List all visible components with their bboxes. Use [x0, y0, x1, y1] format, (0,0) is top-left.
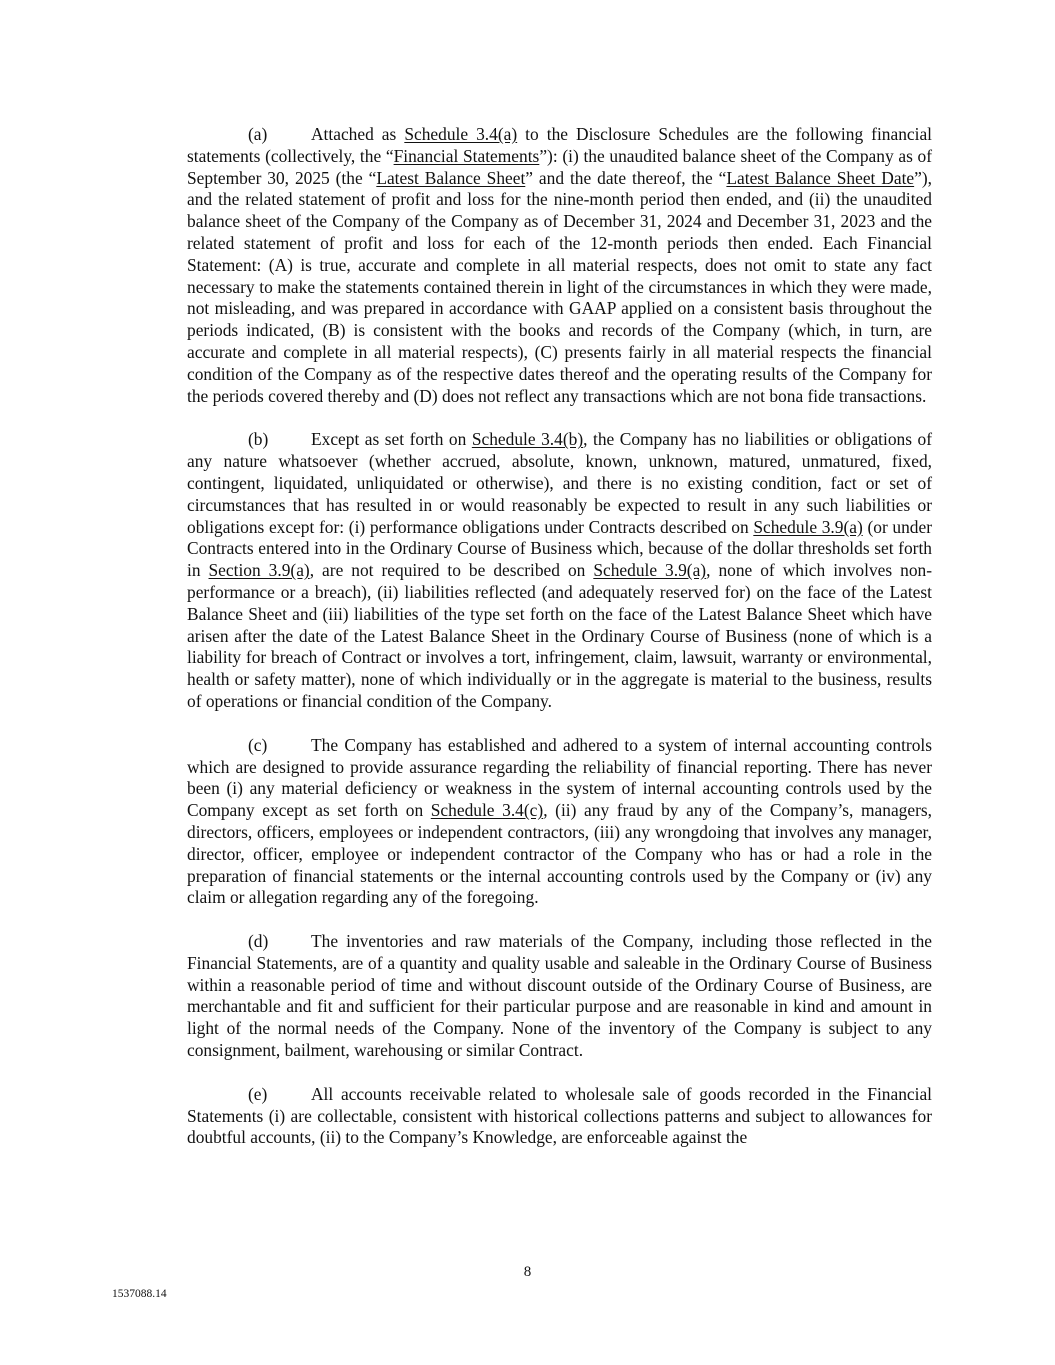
text-segment: Except as set forth on — [311, 429, 472, 450]
schedule-reference: Schedule 3.4(b) — [471, 429, 584, 450]
defined-term: Financial Statements — [393, 145, 540, 166]
paragraph-label: (d) — [248, 931, 269, 952]
text-segment: (or under Contracts entered into in the Ordinary Course of Business which, because of the dollar thresholds set forth in — [187, 516, 932, 581]
defined-term: Latest Balance Sheet — [376, 167, 526, 188]
text-segment: to the Disclosure Schedules are the following financial statements (collectively, the “ — [187, 124, 933, 166]
schedule-reference: Schedule 3.9(a) — [753, 516, 863, 537]
text-segment: The inventories and raw materials of the Company, including those reflected in the Financial Statements, are of a quantity and quality usable and saleable in the Ordinary Course of Business within a reasonable period of time and without discount outside of the Ordinary Course of Business, are merchantable and fit and sufficient for their particular purpose and are reasonable in kind and amount in light of the normal needs of the Company. None of the inventory of the Company is subject to any consignment, bailment, warehousing or similar Contract. — [187, 931, 932, 1061]
text-segment: ” and the date thereof, the “ — [525, 167, 727, 188]
paragraph-label: (c) — [248, 734, 268, 755]
paragraph-a — [187, 124, 932, 407]
defined-term: Latest Balance Sheet Date — [726, 167, 915, 188]
text-segment: ”), and the related statement of profit and loss for the nine-month period then ended, and (ii) the unaudited balance sheet of the Company of the Company as of December 31, 2024 and December 31, 2023 and the related statement of profit and loss for each of the 12-month periods then ended. Each Financial Statement: (A) is true, accurate and complete in all material respects, does not omit to state any fact necessary to make the statements contained therein in light of the circumstances in which they were made, not misleading, and was prepared in accordance with GAAP applied on a consistent basis throughout the periods indicated, (B) is consistent with the books and records of the Company (which, in turn, are accurate and complete in all material respects), (C) presents fairly in all material respects the financial condition of the Company as of the respective dates thereof and the operating results of the Company for the periods covered thereby and (D) does not reflect any transactions which are not bona fide transactions. — [187, 167, 932, 406]
paragraph-e — [187, 1084, 932, 1149]
text-segment: , are not required to be described on — [309, 560, 594, 581]
text-segment: All accounts receivable related to wholesale sale of goods recorded in the Financial Statements (i) are collectable, consistent with historical collections patterns and subject to allowances for doubtful accounts, (ii) to the Company’s Knowledge, are enforceable against the — [187, 1083, 932, 1148]
paragraph-c — [187, 735, 932, 909]
paragraph-b — [187, 429, 932, 712]
page-number: 8 — [523, 1264, 532, 1280]
document-id: 1537088.14 — [112, 1288, 167, 1300]
text-segment: , (ii) any fraud by any of the Company’s, managers, directors, officers, employees or independent contractors, (iii) any wrongdoing that involves any manager, director, officer, employee or independent contractor of the Company who has or had a role in the preparation of financial statements or the internal accounting controls used by the Company or (iv) any claim or allegation regarding any of the foregoing. — [187, 800, 933, 908]
text-segment: The Company has established and adhered to a system of internal accounting controls which are designed to provide assurance regarding the reliability of financial reporting. There has never been (i) any material deficiency or weakness in the system of internal accounting controls used by the Company except as set forth on — [187, 734, 932, 821]
schedule-reference: Schedule 3.4(a) — [404, 124, 518, 144]
text-segment: Attached as — [311, 124, 405, 144]
paragraph-label: (b) — [248, 429, 269, 450]
text-segment: , the Company has no liabilities or obligations of any nature whatsoever (whether accrued, absolute, known, unknown, matured, unmatured, fixed, contingent, liquidated, unliquidated or otherwise), and there is no existing condition, fact or set of circumstances that has resulted in or would reasonably be expected to result in any such liabilities or obligations except for: (i) performance obligations under Contracts described on — [187, 429, 932, 537]
text-segment: ”): (i) the unaudited balance sheet of the Company as of September 30, 2025 (the “ — [187, 145, 933, 188]
section-reference: Section 3.9(a) — [208, 560, 310, 581]
schedule-reference: Schedule 3.4(c) — [430, 800, 544, 821]
schedule-reference: Schedule 3.9(a) — [593, 560, 707, 581]
document-body — [187, 124, 932, 1171]
paragraph-d — [187, 931, 932, 1062]
paragraph-label: (a) — [248, 124, 268, 144]
paragraph-label: (e) — [248, 1083, 268, 1104]
text-segment: , none of which involves non-performance or a breach), (ii) liabilities reflected (and adequately reserved for) on the face of the Latest Balance Sheet and (iii) liabilities of the type set forth on the face of the Latest Balance Sheet which have arisen after the date of the Latest Balance Sheet in the Ordinary Course of Business (none of which is a liability for breach of Contract or involves a tort, infringement, claim, lawsuit, warranty or environmental, health or safety matter), none of which individually or in the aggregate is material to the business, results of operations or financial condition of the Company. — [187, 560, 932, 711]
